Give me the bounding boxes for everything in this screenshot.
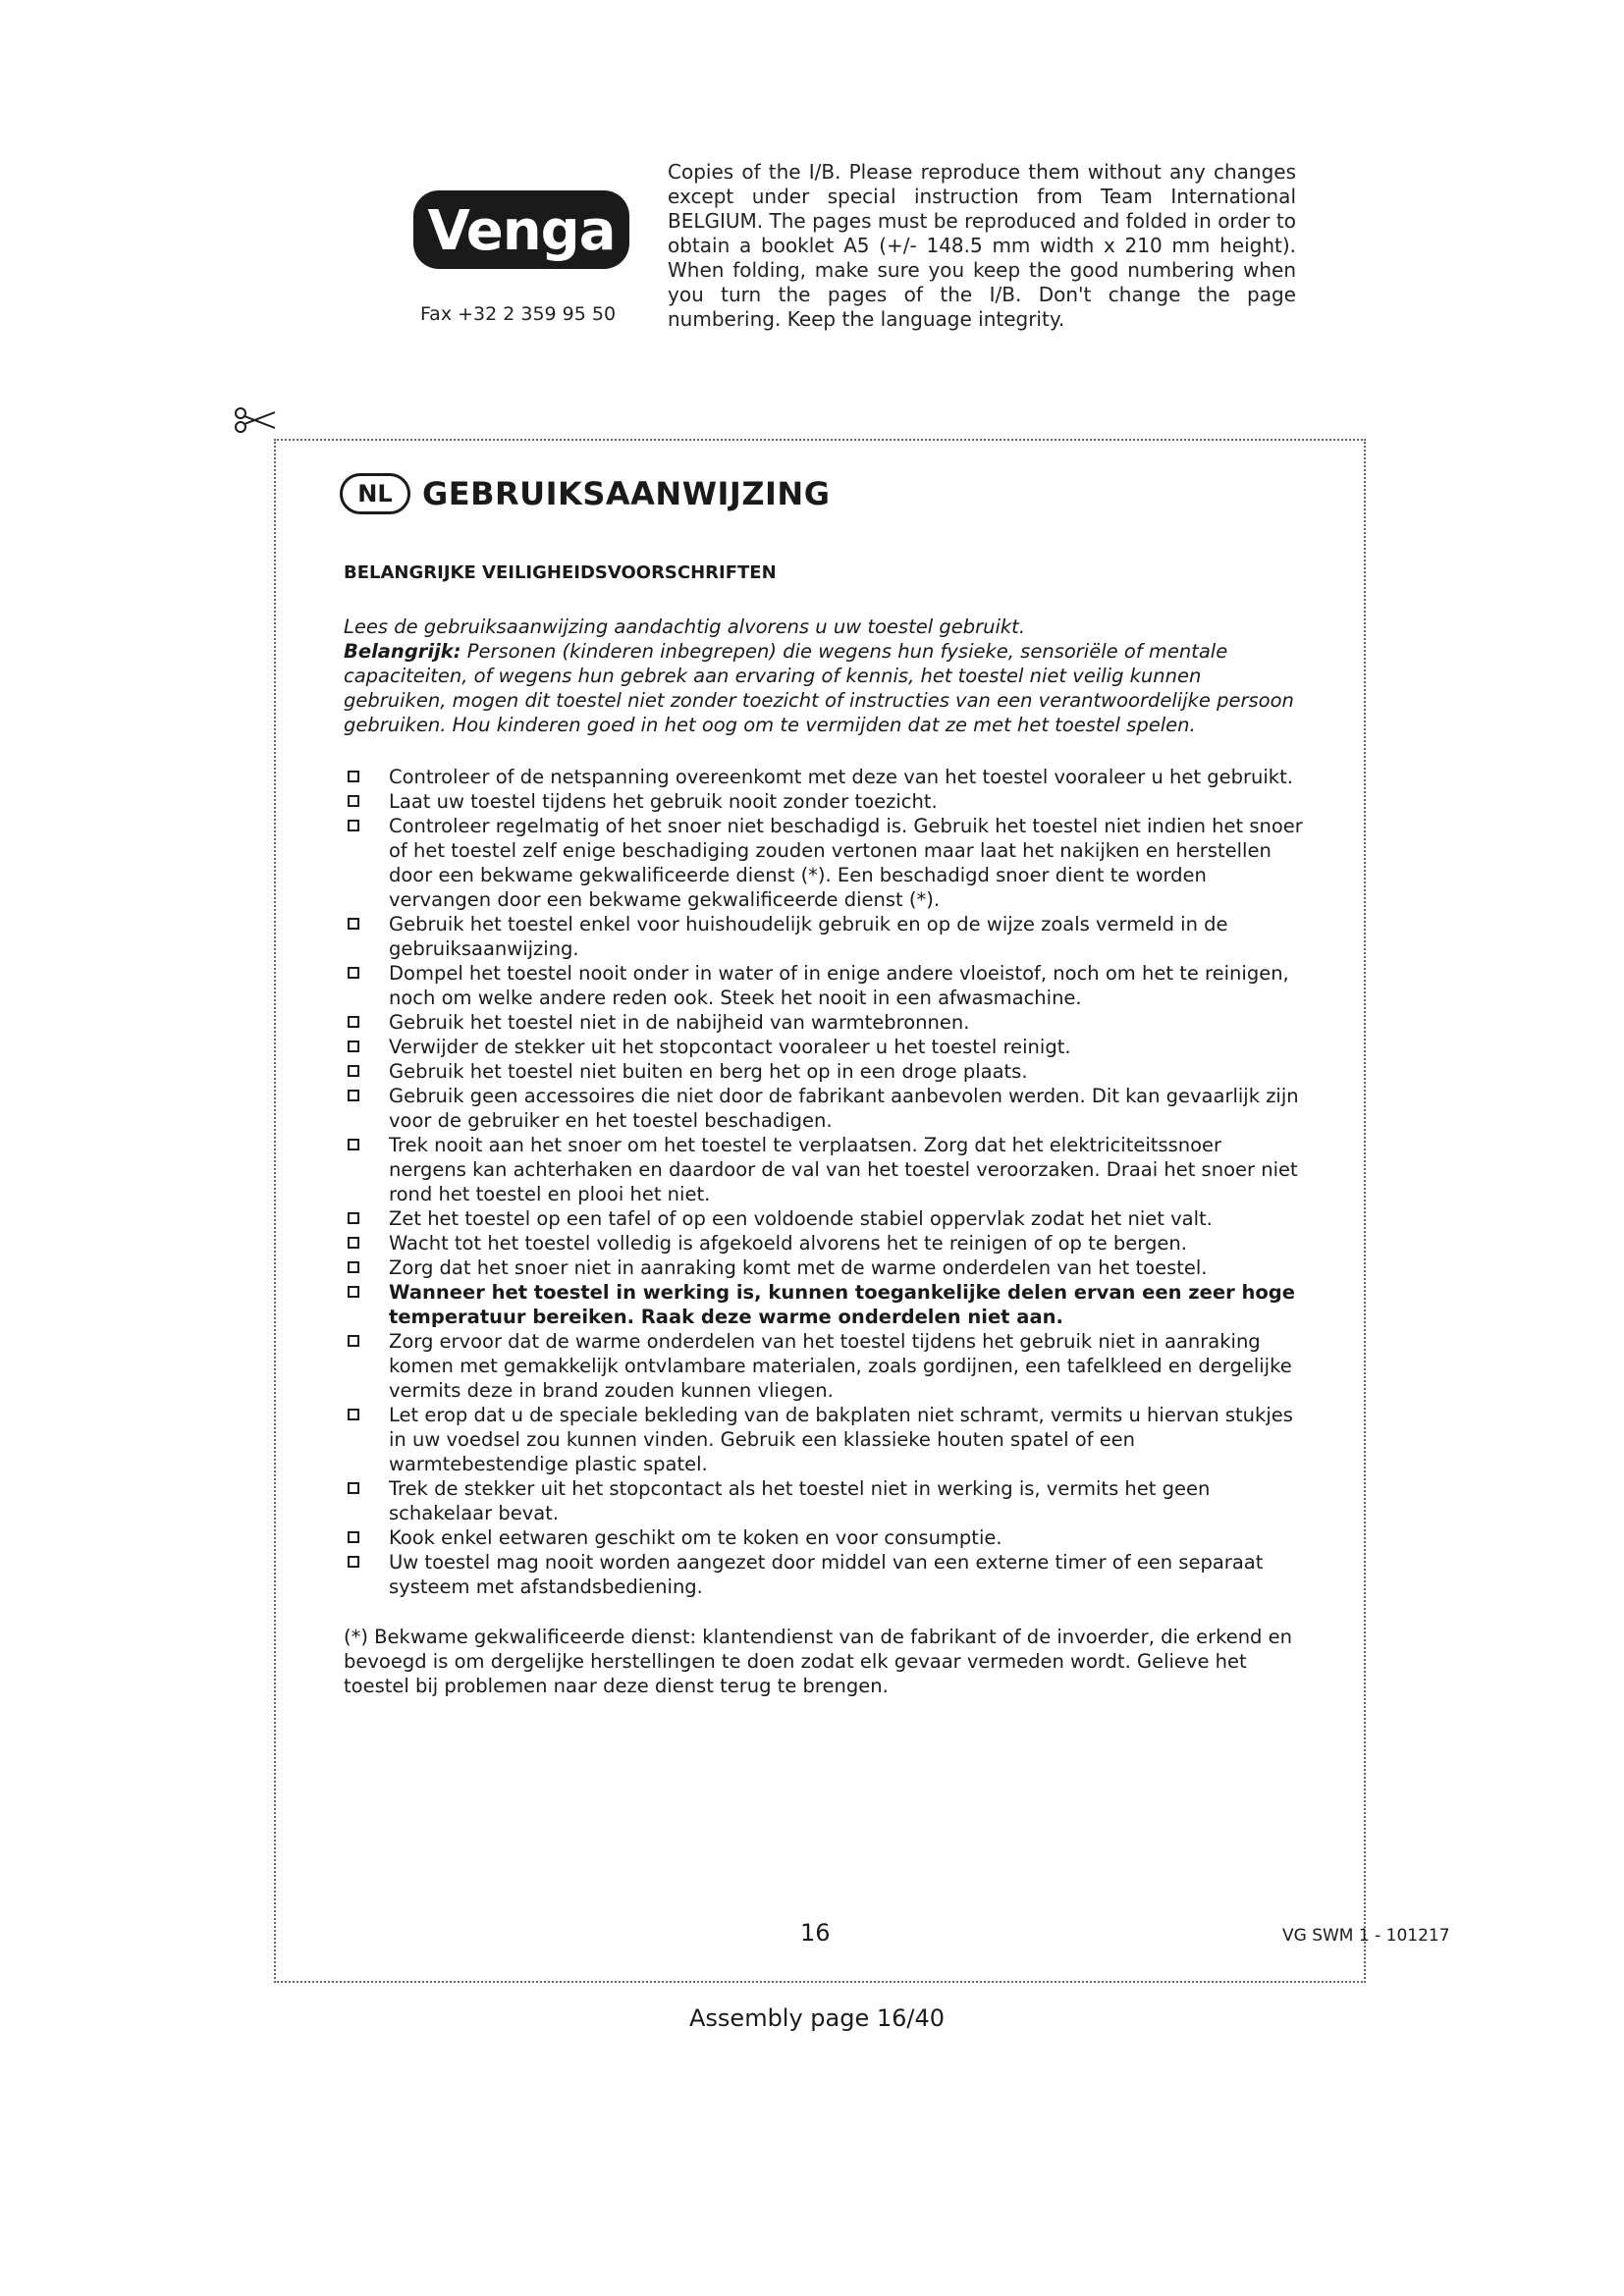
checkbox-icon [348,1041,359,1052]
section-heading: BELANGRIJKE VEILIGHEIDSVOORSCHRIFTEN [344,562,777,583]
safety-rules-list [344,765,1304,1599]
list-item: Gebruik het toestel enkel voor huishoudelijk gebruik en op de wijze zoals vermeld in de gebruiksaanwijzing. [344,912,1304,961]
checkbox-icon [348,1237,359,1249]
manual-content [344,561,1304,1698]
intro-label: Belangrijk: [344,640,461,663]
checkbox-icon [348,1016,359,1028]
checkbox-icon [348,918,359,930]
checkbox-icon [348,1212,359,1224]
list-item: Zet het toestel op een tafel of op een voldoende stabiel oppervlak zodat het niet valt. [344,1206,1304,1231]
venga-logo [411,185,631,275]
page-title: GEBRUIKSAANWIJZING [422,475,831,512]
scissors-icon [234,406,277,434]
assembly-page: Assembly page 16/40 [689,2004,946,2032]
list-item: Kook enkel eetwaren geschikt om te koken en voor consumptie. [344,1525,1304,1550]
checkbox-icon [348,1286,359,1298]
list-item: Trek nooit aan het snoer om het toestel te verplaatsen. Zorg dat het elektriciteitssnoer nergens kan achterhaken en daardoor de val van het toestel veroorzaken. Draai het snoer niet rond het toestel en plooi het niet. [344,1133,1304,1206]
list-item: Zorg dat het snoer niet in aanraking komt met de warme onderdelen van het toestel. [344,1255,1304,1280]
fax-number: Fax +32 2 359 95 50 [420,303,617,325]
list-item: Laat uw toestel tijdens het gebruik nooit zonder toezicht. [344,789,1304,814]
list-item-warning: Wanneer het toestel in werking is, kunnen toegankelijke delen ervan een zeer hoge temperatuur bereiken. Raak deze warme onderdelen niet aan. [344,1280,1304,1329]
copies-notice: Copies of the I/B. Please reproduce them without any changes except under special instruction from Team International BELGIUM. The pages must be reproduced and folded in order to obtain a booklet A5 (+/- 148.5 mm width x 210 mm height). When folding, make sure you keep the good numbering when you turn the pages of the I/B. Don't change the page numbering. Keep the language integrity. [668,160,1296,331]
checkbox-icon [348,1482,359,1494]
list-item: Gebruik het toestel niet in de nabijheid van warmtebronnen. [344,1010,1304,1035]
footnote: (*) Bekwame gekwalificeerde dienst: klantendienst van de fabrikant of de invoerder, die erkend en bevoegd is om dergelijke herstellingen te doen zodat elk gevaar vermeden wordt. Gelieve het toestel bij problemen naar deze dienst terug te brengen. [344,1626,1292,1697]
intro-paragraph [344,614,1304,737]
logo-text: Venga [427,199,616,263]
manual-title [340,470,830,517]
list-item: Gebruik het toestel niet buiten en berg het op in een droge plaats. [344,1059,1304,1084]
venga-logo-graphic [411,185,631,275]
checkbox-icon [348,967,359,979]
language-badge: NL [340,473,410,514]
checkbox-icon [348,1409,359,1420]
list-item: Gebruik geen accessoires die niet door de fabrikant aanbevolen werden. Dit kan gevaarlijk zijn voor de gebruiker en het toestel beschadigen. [344,1084,1304,1133]
list-item: Controleer regelmatig of het snoer niet beschadigd is. Gebruik het toestel niet indien het snoer of het toestel zelf enige beschadiging zouden vertonen maar laat het nakijken en herstellen door een bekwame gekwalificeerde dienst (*). Een beschadigd snoer dient te worden vervangen door een bekwame gekwalificeerde dienst (*). [344,814,1304,912]
checkbox-icon [348,1090,359,1101]
list-item: Controleer of de netspanning overeenkomt met deze van het toestel vooraleer u het gebruikt. [344,765,1304,789]
checkbox-icon [348,1139,359,1150]
checkbox-icon [348,1531,359,1543]
list-item: Zorg ervoor dat de warme onderdelen van het toestel tijdens het gebruik niet in aanraking komen met gemakkelijk ontvlambare materialen, zoals gordijnen, een tafelkleed en dergelijke vermits deze in brand zouden kunnen vliegen. [344,1329,1304,1403]
checkbox-icon [348,795,359,807]
checkbox-icon [348,1261,359,1273]
checkbox-icon [348,1065,359,1077]
list-item: Dompel het toestel nooit onder in water of in enige andere vloeistof, noch om het te reinigen, noch om welke andere reden ook. Steek het nooit in een afwasmachine. [344,961,1304,1010]
checkbox-icon [348,820,359,831]
list-item: Let erop dat u de speciale bekleding van de bakplaten niet schramt, vermits u hiervan stukjes in uw voedsel zou kunnen vinden. Gebruik een klassieke houten spatel of een warmtebestendige plastic spatel. [344,1403,1304,1476]
list-item: Verwijder de stekker uit het stopcontact vooraleer u het toestel reinigt. [344,1035,1304,1059]
list-item: Wacht tot het toestel volledig is afgekoeld alvorens het te reinigen of op te bergen. [344,1231,1304,1255]
checkbox-icon [348,771,359,782]
checkbox-icon [348,1556,359,1568]
list-item: Trek de stekker uit het stopcontact als het toestel niet in werking is, vermits het geen schakelaar bevat. [344,1476,1304,1525]
intro-line: Lees de gebruiksaanwijzing aandachtig alvorens u uw toestel gebruikt. [344,615,1026,638]
checkbox-icon [348,1335,359,1347]
model-code: VG SWM 1 - 101217 [1282,1926,1450,1946]
page-number: 16 [800,1919,831,1947]
intro-text: Personen (kinderen inbegrepen) die wegens hun fysieke, sensoriële of mentale capaciteiten, of wegens hun gebrek aan ervaring of kennis, het toestel niet veilig kunnen gebruiken, mogen dit toestel niet zonder toezicht of instructies van een verantwoordelijke persoon gebruiken. Hou kinderen goed in het oog om te vermijden dat ze met het toestel spelen. [344,640,1294,736]
list-item: Uw toestel mag nooit worden aangezet door middel van een externe timer of een separaat systeem met afstandsbediening. [344,1550,1304,1599]
